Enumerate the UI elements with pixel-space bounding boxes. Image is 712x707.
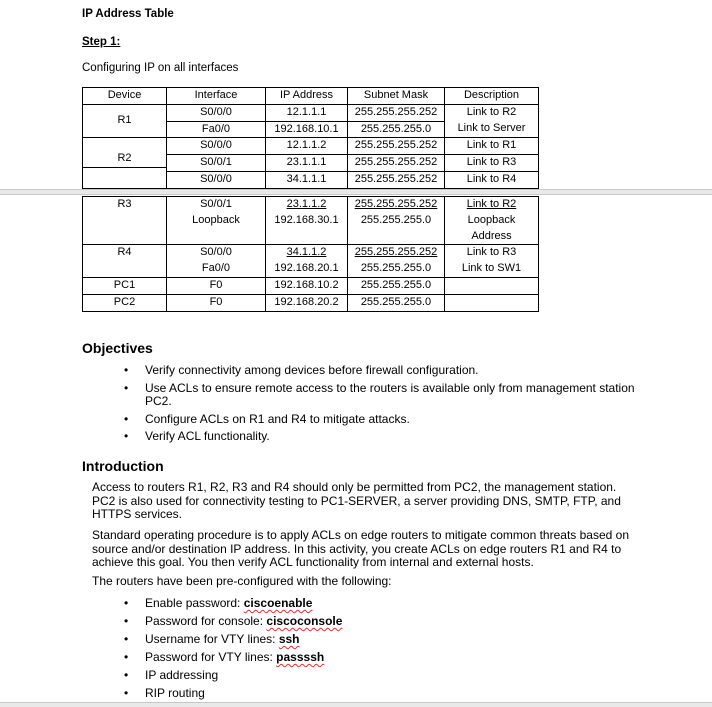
ip-cell: 192.168.20.2 — [266, 294, 348, 311]
device-cell — [83, 138, 167, 188]
table-row — [83, 138, 539, 188]
objective-text: Verify ACL functionality. — [145, 429, 270, 443]
description-cell: Link to R4 — [466, 172, 517, 185]
config-value: ssh — [278, 632, 300, 646]
device-cell: R1 — [83, 104, 167, 138]
interface-cell: S0/0/0 — [167, 138, 265, 155]
interface-cell: F0 — [167, 277, 266, 294]
config-value: passssh — [276, 650, 325, 664]
list-item — [82, 597, 642, 611]
bullet-icon: • — [124, 363, 129, 377]
mask-cell: 255.255.255.0 — [360, 122, 432, 135]
table-row — [83, 104, 539, 138]
mask-cell: 255.255.255.0 — [360, 213, 432, 226]
config-list — [82, 597, 642, 701]
list-item — [82, 615, 642, 629]
ip-cell: 192.168.20.1 — [274, 262, 339, 275]
ip-cell: 12.1.1.2 — [266, 138, 347, 155]
interface-cell: F0 — [167, 294, 266, 311]
list-item — [82, 633, 642, 647]
mask-cell: 255.255.255.0 — [348, 277, 445, 294]
description-cell: Link to Server — [457, 121, 526, 134]
description-cell: Link to R3 — [466, 246, 517, 259]
bullet-icon: • — [124, 686, 129, 700]
ip-cell: 23.1.1.2 — [286, 198, 327, 210]
interface-cell: S0/0/0 — [167, 105, 265, 122]
table-header-row — [83, 88, 539, 105]
page-edge — [0, 702, 712, 707]
interface-cell: Loopback — [192, 213, 240, 226]
bullet-icon: • — [124, 411, 129, 426]
list-item — [82, 669, 642, 683]
device-cell: PC1 — [83, 277, 167, 294]
objective-text: Configure ACLs on R1 and R4 to mitigate attacks. — [145, 411, 410, 426]
description-cell: Link to R1 — [445, 138, 538, 155]
config-value: ciscoconsole — [266, 614, 343, 628]
mask-cell: 255.255.255.252 — [348, 105, 444, 122]
header-description: Description — [445, 88, 539, 105]
description-cell — [445, 277, 539, 294]
mask-cell: 255.255.255.252 — [354, 172, 438, 185]
bullet-icon: • — [124, 596, 129, 610]
ip-cell: 192.168.30.1 — [274, 213, 339, 226]
interface-cell: Fa0/0 — [201, 262, 231, 275]
list-item — [82, 651, 642, 665]
ip-cell: 34.1.1.1 — [286, 172, 327, 185]
interface-cell: S0/0/1 — [167, 155, 265, 172]
bullet-icon: • — [124, 632, 129, 646]
document-title: IP Address Table — [82, 8, 174, 20]
ip-cell: 192.168.10.2 — [266, 277, 348, 294]
table-row — [83, 197, 539, 245]
list-item — [82, 687, 642, 701]
interface-cell: S0/0/0 — [200, 246, 232, 259]
intro-paragraph: The routers have been pre-configured with the following: — [92, 574, 392, 588]
objective-text: Verify connectivity among devices before firewall configuration. — [145, 363, 479, 377]
bullet-icon: • — [124, 429, 129, 443]
configuring-line: Configuring IP on all interfaces — [82, 62, 239, 74]
mask-cell: 255.255.255.252 — [354, 246, 438, 259]
device-sub-row — [83, 167, 166, 183]
config-label: Enable password: — [145, 596, 244, 610]
mask-cell: 255.255.255.252 — [348, 138, 444, 155]
mask-cell: 255.255.255.0 — [348, 294, 445, 311]
config-label: IP addressing — [145, 668, 219, 682]
table-row — [83, 245, 539, 278]
config-label: RIP routing — [145, 686, 205, 700]
description-cell: Link to SW1 — [461, 262, 522, 275]
ip-address-table-part2 — [82, 196, 539, 312]
intro-paragraph: Access to routers R1, R2, R3 and R4 should only be permitted from PC2, the management station. PC2 is also used for connectivity testing to PC1-SERVER, a server providing DNS, SMTP, FTP, and HTTPS services. — [92, 480, 621, 521]
list-item — [82, 413, 642, 427]
page-break — [0, 189, 712, 195]
list-item — [82, 364, 642, 378]
list-item — [82, 382, 642, 409]
device-cell: R3 — [83, 197, 167, 245]
description-cell: Link to R3 — [445, 155, 538, 172]
config-label: Password for VTY lines: — [145, 650, 277, 664]
objective-text: Use ACLs to ensure remote access to the routers is available only from management station PC2. — [145, 380, 635, 408]
bullet-icon: • — [124, 650, 129, 664]
table-row — [83, 277, 539, 294]
header-subnet-mask: Subnet Mask — [348, 88, 445, 105]
objectives-heading: Objectives — [82, 340, 153, 356]
ip-cell: 192.168.10.1 — [274, 122, 339, 135]
description-cell: Loopback — [467, 213, 516, 226]
config-label: Password for console: — [145, 614, 267, 628]
introduction-heading: Introduction — [82, 458, 164, 474]
device-cell: R4 — [83, 245, 167, 278]
header-ip-address: IP Address — [266, 88, 348, 105]
description-cell: Address — [471, 229, 512, 242]
description-cell: Link to R2 — [466, 105, 517, 118]
interface-cell: S0/0/0 — [200, 172, 232, 185]
config-value: ciscoenable — [243, 596, 313, 610]
header-device: Device — [83, 88, 167, 105]
device-cell: PC2 — [83, 294, 167, 311]
config-label: Username for VTY lines: — [145, 632, 279, 646]
objectives-list — [82, 364, 642, 444]
ip-cell: 34.1.1.2 — [286, 246, 327, 259]
ip-cell: 12.1.1.1 — [266, 105, 347, 122]
list-item — [82, 430, 642, 444]
mask-cell: 255.255.255.252 — [348, 155, 444, 172]
mask-cell: 255.255.255.0 — [360, 262, 432, 275]
interface-cell: Fa0/0 — [201, 122, 231, 135]
ip-cell: 23.1.1.1 — [266, 155, 347, 172]
ip-address-table-part1 — [82, 87, 539, 189]
intro-paragraph: Standard operating procedure is to apply ACLs on edge routers to mitigate common threats based on source and/or destination IP address. In this activity, you create ACLs on edge routers R1 and R4 to achieve this goal. You then verify ACL functionality from internal and external hosts. — [92, 528, 629, 569]
header-interface: Interface — [167, 88, 266, 105]
description-cell — [445, 294, 539, 311]
device-label: R2 — [117, 152, 132, 165]
interface-cell: S0/0/1 — [200, 198, 232, 210]
mask-cell: 255.255.255.252 — [354, 198, 438, 210]
table-row — [83, 294, 539, 311]
spacer — [85, 143, 164, 151]
bullet-icon: • — [124, 614, 129, 628]
step-label: Step 1: — [82, 36, 121, 48]
bullet-icon: • — [124, 668, 129, 682]
description-cell: Link to R2 — [466, 198, 517, 210]
bullet-icon: • — [124, 380, 129, 395]
